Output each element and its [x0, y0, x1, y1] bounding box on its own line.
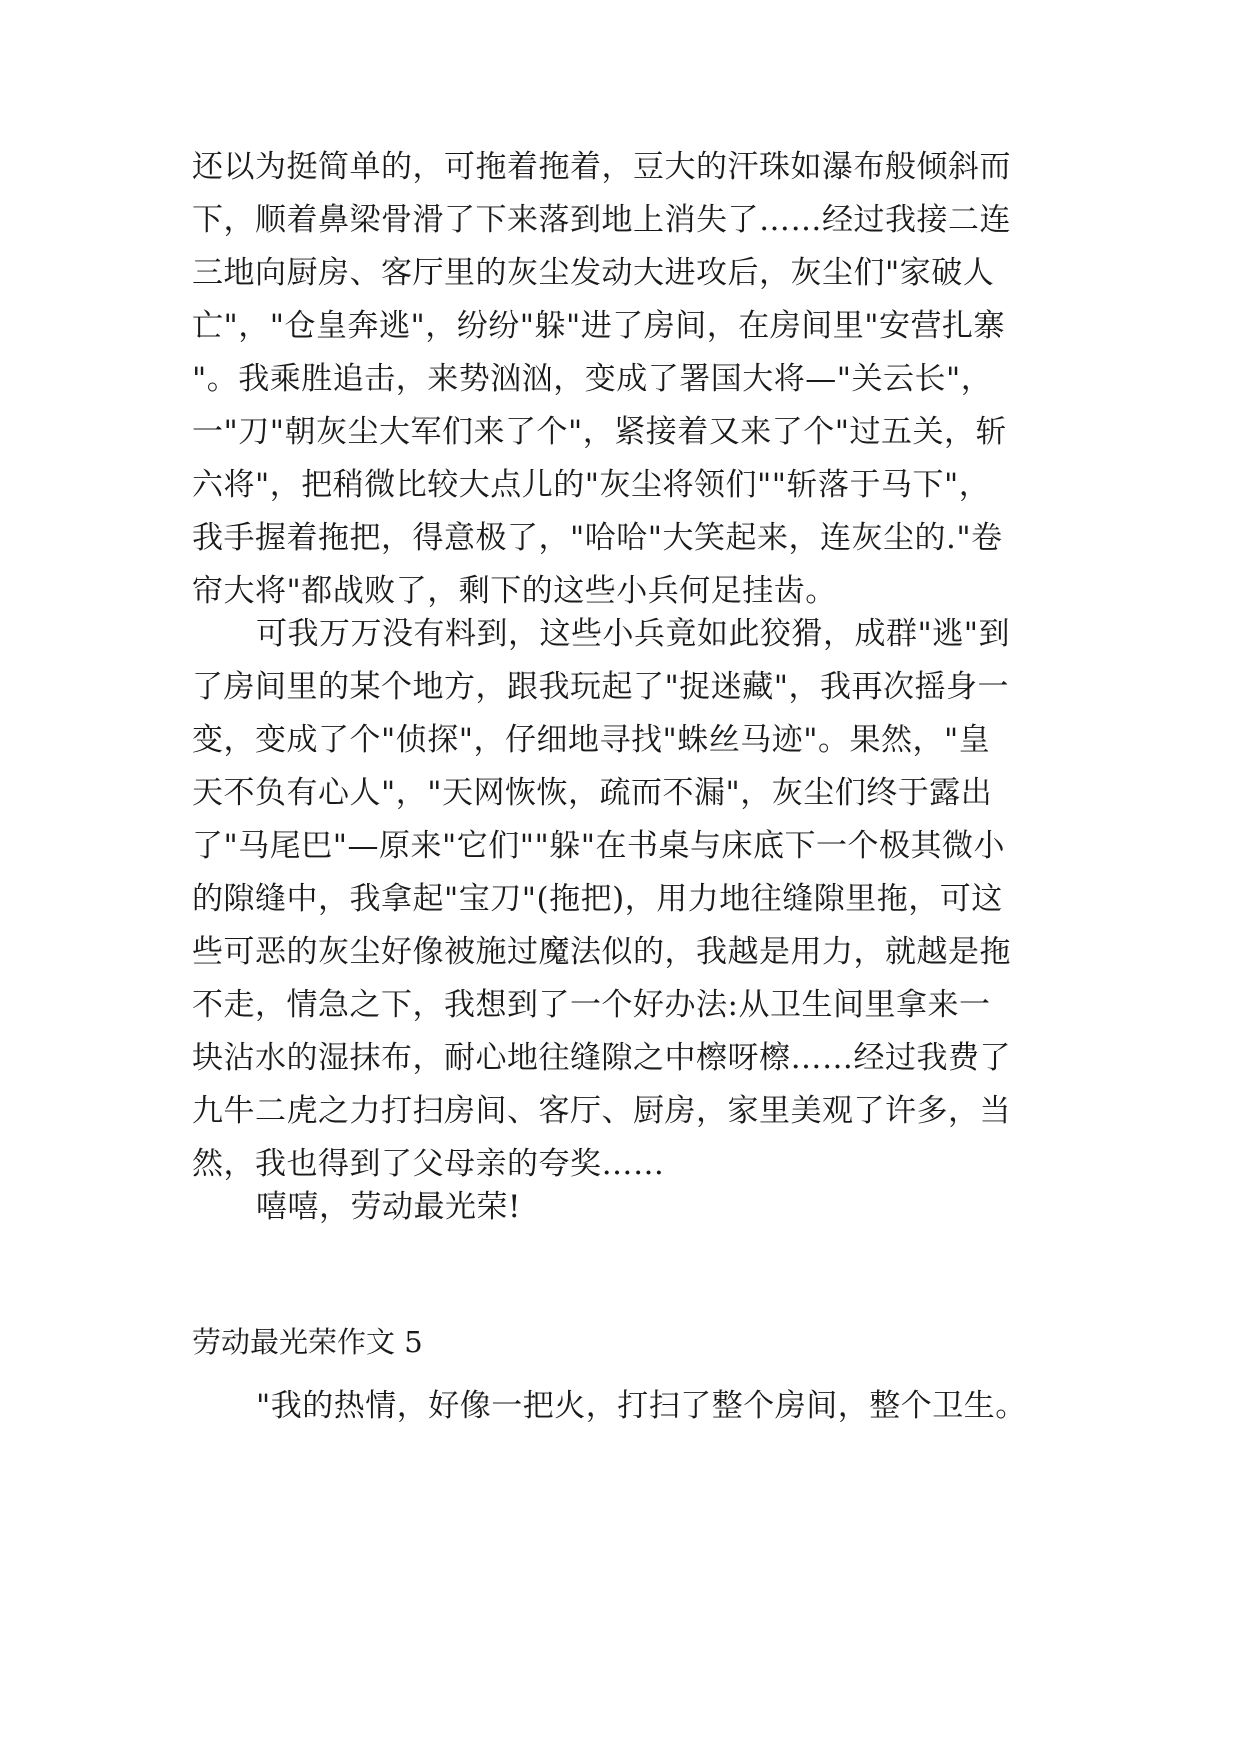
paragraph-line: 亡"，"仓皇奔逃"，纷纷"躲"进了房间，在房间里"安营扎寨 [192, 308, 1006, 344]
paragraph-line: 六将"，把稍微比较大点儿的"灰尘将领们""斩落于马下"， [192, 467, 991, 503]
section-title: 劳动最光荣作文 5 [192, 1325, 423, 1359]
paragraph-line: 天不负有心人"，"天网恢恢，疏而不漏"，灰尘们终于露出 [192, 775, 993, 811]
paragraph-line: 嘻嘻，劳动最光荣! [256, 1189, 521, 1225]
paragraph-line: 然，我也得到了父母亲的夸奖…… [192, 1146, 665, 1182]
paragraph-line: 帘大将"都战败了，剩下的这些小兵何足挂齿。 [192, 573, 837, 609]
paragraph-line: 一"刀"朝灰尘大军们来了个"，紧接着又来了个"过五关，斩 [192, 414, 1008, 450]
paragraph-line: 还以为挺简单的，可拖着拖着，豆大的汗珠如瀑布般倾斜而 [192, 149, 1011, 185]
paragraph-line: 三地向厨房、客厅里的灰尘发动大进攻后，灰尘们"家破人 [192, 255, 995, 291]
paragraph-line: 了房间里的某个地方，跟我玩起了"捉迷藏"，我再次摇身一 [192, 669, 1010, 705]
paragraph-line: 变，变成了个"侦探"，仔细地寻找"蛛丝马迹"。果然，"皇 [192, 722, 991, 758]
paragraph-line: "我的热情，好像一把火，打扫了整个房间，整个卫生。 [256, 1388, 1027, 1424]
paragraph-line: 些可恶的灰尘好像被施过魔法似的，我越是用力，就越是拖 [192, 934, 1011, 970]
paragraph-line: 下，顺着鼻梁骨滑了下来落到地上消失了……经过我接二连 [192, 202, 1011, 238]
paragraph-line: 的隙缝中，我拿起"宝刀"(拖把)，用力地往缝隙里拖，可这 [192, 881, 1003, 917]
paragraph-line: "。我乘胜追击，来势汹汹，变成了署国大将—"关云长"， [192, 361, 993, 397]
paragraph-line: 了"马尾巴"—原来"它们""躲"在书桌与床底下一个极其微小 [192, 828, 1006, 864]
paragraph-line: 不走，情急之下，我想到了一个好办法:从卫生间里拿来一 [192, 987, 991, 1023]
paragraph-line: 我手握着拖把，得意极了，"哈哈"大笑起来，连灰尘的."卷 [192, 520, 1003, 556]
paragraph-line: 九牛二虎之力打扫房间、客厅、厨房，家里美观了许多，当 [192, 1093, 1011, 1129]
paragraph-line: 可我万万没有料到，这些小兵竟如此狡猾，成群"逃"到 [256, 616, 1011, 652]
paragraph-line: 块沾水的湿抹布，耐心地往缝隙之中檫呀檫……经过我费了 [192, 1040, 1011, 1076]
